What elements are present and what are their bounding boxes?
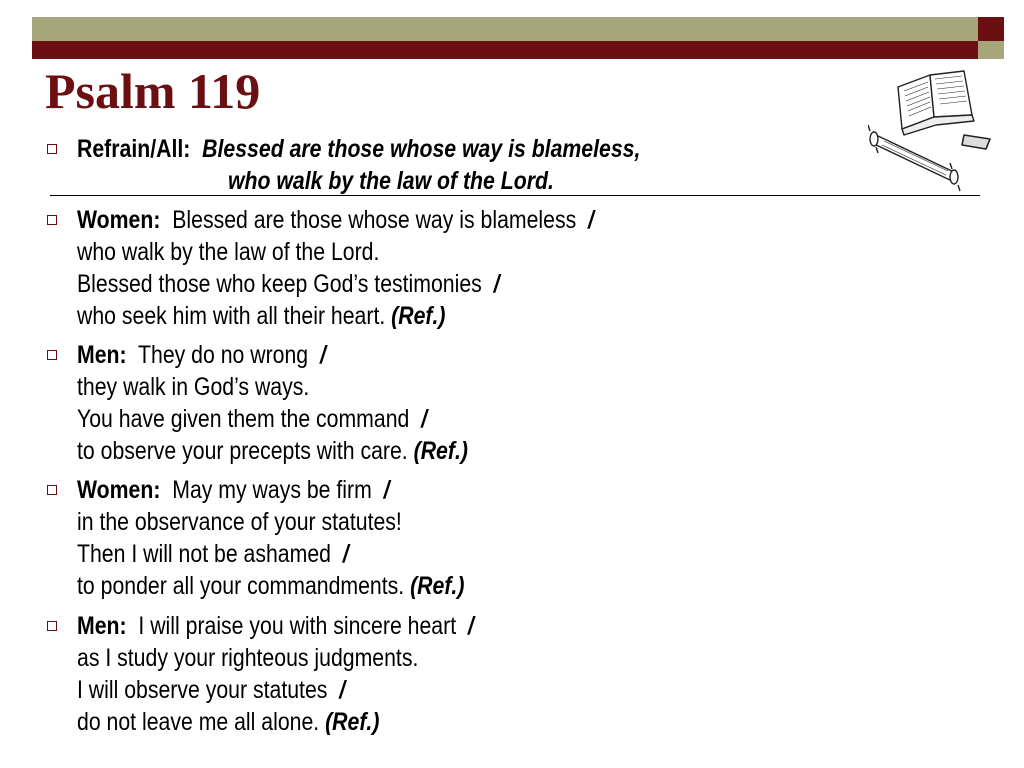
refrain-line-1 bbox=[77, 134, 640, 164]
stanza-line bbox=[77, 301, 445, 331]
refrain-cue: (Ref.) bbox=[391, 302, 446, 330]
refrain-label: Refrain/All: bbox=[77, 135, 191, 163]
verse-text: You have given them the command bbox=[77, 405, 410, 433]
square-bullet-icon bbox=[47, 350, 57, 360]
verse-text: who seek him with all their heart. bbox=[77, 302, 386, 330]
verse-text: to ponder all your commandments. bbox=[77, 572, 405, 600]
square-bullet-icon bbox=[47, 215, 57, 225]
stanza-line bbox=[77, 571, 464, 601]
verse-separator: / bbox=[383, 476, 390, 504]
verse-text: Blessed those who keep God’s testimonies bbox=[77, 270, 482, 298]
square-bullet-icon bbox=[47, 144, 57, 154]
verse-text: Blessed are those whose way is blameless bbox=[172, 206, 577, 234]
verse-text: in the observance of your statutes! bbox=[77, 508, 402, 536]
verse-text: Then I will not be ashamed bbox=[77, 540, 331, 568]
stanza-line bbox=[77, 372, 309, 402]
refrain-cue: (Ref.) bbox=[410, 572, 465, 600]
stanza-line bbox=[77, 205, 594, 235]
verse-text: I will praise you with sincere heart bbox=[138, 612, 457, 640]
divider bbox=[50, 195, 980, 196]
verse-separator: / bbox=[319, 341, 326, 369]
verse-text: to observe your precepts with care. bbox=[77, 437, 408, 465]
verse-text: They do no wrong bbox=[138, 341, 309, 369]
verse-separator: / bbox=[588, 206, 594, 234]
verse-separator: / bbox=[339, 676, 346, 704]
stanza-line bbox=[77, 707, 379, 737]
square-bullet-icon bbox=[47, 621, 57, 631]
refrain-cue: (Ref.) bbox=[413, 437, 468, 465]
refrain-cue: (Ref.) bbox=[325, 708, 380, 736]
verse-text: May my ways be firm bbox=[172, 476, 372, 504]
speaker-label: Men: bbox=[77, 341, 127, 369]
stanza-line bbox=[77, 643, 418, 673]
stanza-line bbox=[77, 237, 379, 267]
stanza-line bbox=[77, 340, 326, 370]
verse-separator: / bbox=[467, 612, 474, 640]
refrain-text-2: who walk by the law of the Lord. bbox=[228, 167, 554, 195]
speaker-label: Men: bbox=[77, 612, 127, 640]
refrain-line-2 bbox=[228, 166, 554, 196]
verse-separator: / bbox=[421, 405, 428, 433]
speaker-label: Women: bbox=[77, 206, 161, 234]
page-title: Psalm 119 bbox=[45, 63, 261, 119]
refrain-text-1: Blessed are those whose way is blameless, bbox=[202, 135, 641, 163]
verse-text: they walk in God’s ways. bbox=[77, 373, 310, 401]
stanza-line bbox=[77, 404, 427, 434]
square-bullet-icon bbox=[47, 485, 57, 495]
stanza-line bbox=[77, 675, 345, 705]
stanza-line bbox=[77, 507, 402, 537]
verse-text: do not leave me all alone. bbox=[77, 708, 320, 736]
stanza-line bbox=[77, 611, 474, 641]
stanza-line bbox=[77, 475, 390, 505]
speaker-label: Women: bbox=[77, 476, 161, 504]
verse-text: I will observe your statutes bbox=[77, 676, 328, 704]
stanza-line bbox=[77, 539, 349, 569]
stanza-line bbox=[77, 269, 500, 299]
verse-text: who walk by the law of the Lord. bbox=[77, 238, 380, 266]
verse-text: as I study your righteous judgments. bbox=[77, 644, 419, 672]
verse-separator: / bbox=[493, 270, 500, 298]
verse-separator: / bbox=[342, 540, 349, 568]
stanza-line bbox=[77, 436, 468, 466]
